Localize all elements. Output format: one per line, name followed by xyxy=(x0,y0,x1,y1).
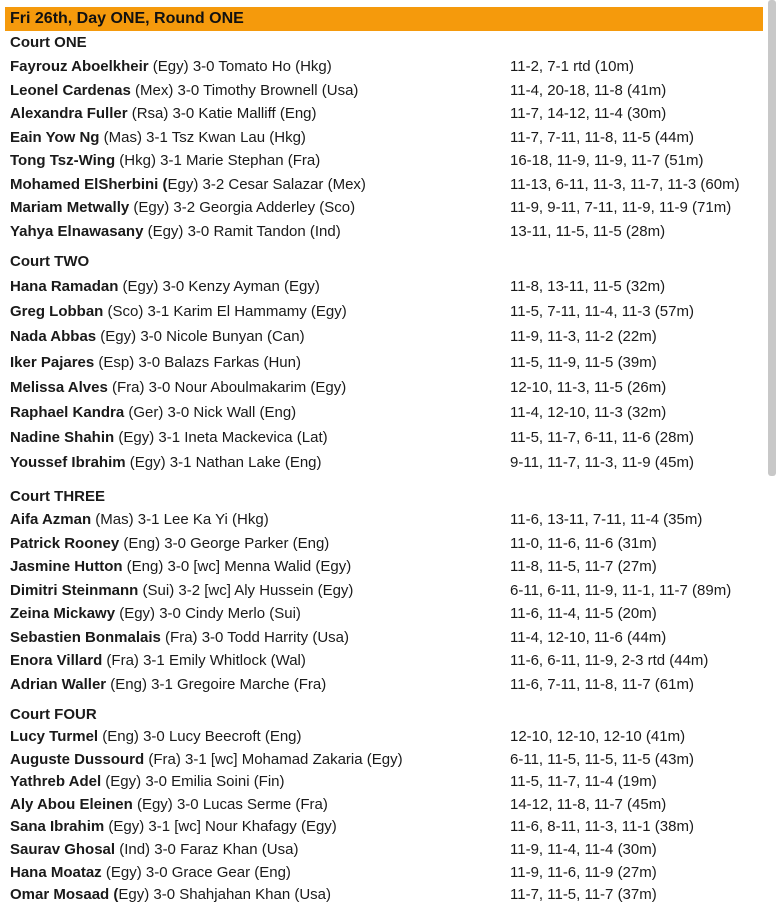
match-score: 11-9, 11-6, 11-9 (27m) xyxy=(510,863,657,881)
court-title: Court ONE xyxy=(10,34,87,51)
match-row xyxy=(10,277,770,297)
match-players xyxy=(10,750,403,770)
match-players xyxy=(10,534,329,554)
match-row xyxy=(10,198,770,218)
match-players xyxy=(10,885,331,905)
match-score: 11-7, 7-11, 11-8, 11-5 (44m) xyxy=(510,128,694,146)
winner-name: Fayrouz Aboelkheir xyxy=(10,58,149,75)
match-detail: (Fra) 3-1 Emily Whitlock (Wal) xyxy=(102,652,306,669)
match-players xyxy=(10,327,305,347)
match-score: 11-2, 7-1 rtd (10m) xyxy=(510,58,634,75)
match-score: 14-12, 11-8, 11-7 (45m) xyxy=(510,795,667,813)
match-score: 11-7, 11-5, 11-7 (37m) xyxy=(510,886,657,904)
match-score: 11-6, 11-4, 11-5 (20m) xyxy=(510,605,657,622)
court-title: Court FOUR xyxy=(10,706,97,723)
match-row xyxy=(10,604,770,624)
match-players xyxy=(10,817,337,837)
match-score: 11-8, 13-11, 11-5 (32m) xyxy=(510,278,666,295)
match-players xyxy=(10,378,346,398)
winner-name: Aifa Azman xyxy=(10,511,92,528)
match-detail: (Egy) 3-0 Lucas Serme (Fra) xyxy=(132,795,328,813)
match-score: 11-4, 12-10, 11-3 (32m) xyxy=(510,404,667,421)
match-detail: (Egy) 3-1 Ineta Mackevica (Lat) xyxy=(114,429,328,447)
match-row xyxy=(10,453,770,473)
match-players xyxy=(10,151,320,171)
winner-name: Hana Ramadan xyxy=(10,278,119,295)
winner-name: Nada Abbas xyxy=(10,328,97,346)
match-detail: (Eng) 3-1 Gregoire Marche (Fra) xyxy=(106,675,327,693)
match-score: 11-9, 11-3, 11-2 (22m) xyxy=(510,328,657,346)
winner-name: Adrian Waller xyxy=(10,675,107,693)
match-players xyxy=(10,453,322,473)
match-detail: (Ger) 3-0 Nick Wall (Eng) xyxy=(124,404,297,421)
winner-name: Mariam Metwally xyxy=(10,199,130,216)
match-players xyxy=(10,557,351,577)
match-players xyxy=(10,57,332,77)
match-players xyxy=(10,175,366,195)
match-row xyxy=(10,840,770,860)
match-row xyxy=(10,772,770,792)
winner-name: Raphael Kandra xyxy=(10,404,125,421)
match-row xyxy=(10,534,770,554)
match-score: 11-8, 11-5, 11-7 (27m) xyxy=(510,558,657,575)
match-detail: (Mex) 3-0 Timothy Brownell (Usa) xyxy=(130,81,359,99)
match-players xyxy=(10,81,358,101)
match-row xyxy=(10,675,770,695)
match-players xyxy=(10,198,355,218)
match-row xyxy=(10,628,770,648)
match-players xyxy=(10,772,285,792)
match-players xyxy=(10,403,296,423)
winner-name: Alexandra Fuller xyxy=(10,105,128,122)
match-players xyxy=(10,628,349,648)
match-players xyxy=(10,222,341,242)
match-row xyxy=(10,885,770,905)
match-detail: (Eng) 3-0 Lucy Beecroft (Eng) xyxy=(98,728,302,745)
match-detail: (Mas) 3-1 Tsz Kwan Lau (Hkg) xyxy=(99,128,306,146)
winner-name: Lucy Turmel xyxy=(10,728,99,745)
match-players xyxy=(10,510,269,530)
match-score: 6-11, 11-5, 11-5, 11-5 (43m) xyxy=(510,750,694,768)
match-score: 11-9, 11-4, 11-4 (30m) xyxy=(510,841,657,858)
match-detail: (Rsa) 3-0 Katie Malliff (Eng) xyxy=(127,105,317,122)
match-players xyxy=(10,675,326,695)
match-detail: (Mas) 3-1 Lee Ka Yi (Hkg) xyxy=(91,511,269,528)
match-row xyxy=(10,651,770,671)
match-row xyxy=(10,222,770,242)
match-players xyxy=(10,302,347,322)
match-score: 12-10, 11-3, 11-5 (26m) xyxy=(510,378,667,396)
match-score: 9-11, 11-7, 11-3, 11-9 (45m) xyxy=(510,454,694,472)
match-score: 11-9, 9-11, 7-11, 11-9, 11-9 (71m) xyxy=(510,199,732,216)
match-players xyxy=(10,581,353,601)
winner-name: Tong Tsz-Wing xyxy=(10,152,116,169)
match-row xyxy=(10,151,770,171)
winner-name: Aly Abou Eleinen xyxy=(10,795,133,813)
court-title: Court TWO xyxy=(10,253,90,270)
match-score: 11-0, 11-6, 11-6 (31m) xyxy=(510,534,657,552)
winner-name: Enora Villard xyxy=(10,652,103,669)
match-players xyxy=(10,840,298,860)
winner-name: Iker Pajares xyxy=(10,353,95,371)
match-score: 11-6, 13-11, 7-11, 11-4 (35m) xyxy=(510,511,703,528)
match-score: 11-13, 6-11, 11-3, 11-7, 11-3 (60m) xyxy=(510,175,740,193)
match-detail: (Egy) 3-0 Nicole Bunyan (Can) xyxy=(96,328,305,346)
match-row xyxy=(10,817,770,837)
match-row xyxy=(10,378,770,398)
match-row xyxy=(10,795,770,815)
match-detail: (Esp) 3-0 Balazs Farkas (Hun) xyxy=(94,353,301,371)
winner-name: Hana Moataz xyxy=(10,863,102,881)
match-row xyxy=(10,175,770,195)
winner-name: Sana Ibrahim xyxy=(10,818,105,836)
match-detail: (Egy) 3-2 Georgia Adderley (Sco) xyxy=(129,199,356,216)
match-detail: (Sco) 3-1 Karim El Hammamy (Egy) xyxy=(103,303,347,321)
match-detail: (Eng) 3-0 [wc] Menna Walid (Egy) xyxy=(122,558,352,575)
match-row xyxy=(10,750,770,770)
match-players xyxy=(10,128,306,148)
match-row xyxy=(10,428,770,448)
match-row xyxy=(10,510,770,530)
match-detail: (Fra) 3-1 [wc] Mohamad Zakaria (Egy) xyxy=(144,750,403,768)
match-detail: (Fra) 3-0 Nour Aboulmakarim (Egy) xyxy=(107,378,347,396)
match-row xyxy=(10,327,770,347)
match-detail: (Hkg) 3-1 Marie Stephan (Fra) xyxy=(115,152,321,169)
match-players xyxy=(10,277,320,297)
match-detail: (Egy) 3-0 Grace Gear (Eng) xyxy=(101,863,291,881)
match-row xyxy=(10,863,770,883)
match-score: 11-5, 11-9, 11-5 (39m) xyxy=(510,353,657,371)
match-players xyxy=(10,604,301,624)
match-score: 13-11, 11-5, 11-5 (28m) xyxy=(510,222,666,240)
match-row xyxy=(10,581,770,601)
match-row xyxy=(10,727,770,747)
match-detail: Egy) 3-0 Shahjahan Khan (Usa) xyxy=(118,886,331,904)
match-score: 11-6, 6-11, 11-9, 2-3 rtd (44m) xyxy=(510,652,709,669)
match-detail: (Egy) 3-0 Cindy Merlo (Sui) xyxy=(115,605,301,622)
winner-name: Saurav Ghosal xyxy=(10,841,116,858)
match-row xyxy=(10,104,770,124)
match-row xyxy=(10,128,770,148)
match-row xyxy=(10,557,770,577)
day-header: Fri 26th, Day ONE, Round ONE xyxy=(5,7,763,31)
match-score: 11-7, 14-12, 11-4 (30m) xyxy=(510,105,667,122)
match-players xyxy=(10,651,306,671)
winner-name: Eain Yow Ng xyxy=(10,128,100,146)
match-detail: (Egy) 3-0 Ramit Tandon (Ind) xyxy=(143,222,341,240)
winner-name: Nadine Shahin xyxy=(10,429,115,447)
match-detail: (Egy) 3-0 Tomato Ho (Hkg) xyxy=(148,58,332,75)
winner-name: Omar Mosaad ( xyxy=(10,886,119,904)
match-detail: (Ind) 3-0 Faraz Khan (Usa) xyxy=(115,841,299,858)
match-score: 11-5, 11-7, 11-4 (19m) xyxy=(510,773,657,791)
match-score: 11-5, 7-11, 11-4, 11-3 (57m) xyxy=(510,303,694,321)
match-detail: Egy) 3-2 Cesar Salazar (Mex) xyxy=(167,175,366,193)
match-detail: (Egy) 3-0 Kenzy Ayman (Egy) xyxy=(118,278,320,295)
winner-name: Zeina Mickawy xyxy=(10,605,116,622)
match-players xyxy=(10,428,328,448)
match-score: 11-5, 11-7, 6-11, 11-6 (28m) xyxy=(510,429,694,447)
winner-name: Jasmine Hutton xyxy=(10,558,123,575)
match-players xyxy=(10,795,328,815)
winner-name: Yathreb Adel xyxy=(10,773,102,791)
match-players xyxy=(10,353,301,373)
match-row xyxy=(10,403,770,423)
match-score: 16-18, 11-9, 11-9, 11-7 (51m) xyxy=(510,152,704,169)
match-score: 11-6, 8-11, 11-3, 11-1 (38m) xyxy=(510,818,694,836)
match-detail: (Eng) 3-0 George Parker (Eng) xyxy=(119,534,330,552)
match-detail: (Sui) 3-2 [wc] Aly Hussein (Egy) xyxy=(138,581,354,599)
match-row xyxy=(10,81,770,101)
winner-name: Sebastien Bonmalais xyxy=(10,628,161,646)
match-score: 11-4, 12-10, 11-6 (44m) xyxy=(510,628,667,646)
match-row xyxy=(10,302,770,322)
court-title: Court THREE xyxy=(10,488,105,505)
match-players xyxy=(10,727,302,747)
winner-name: Leonel Cardenas xyxy=(10,81,131,99)
winner-name: Melissa Alves xyxy=(10,378,108,396)
winner-name: Patrick Rooney xyxy=(10,534,120,552)
match-players xyxy=(10,104,317,124)
winner-name: Dimitri Steinmann xyxy=(10,581,139,599)
match-detail: (Egy) 3-0 Emilia Soini (Fin) xyxy=(101,773,285,791)
winner-name: Mohamed ElSherbini ( xyxy=(10,175,168,193)
match-detail: (Egy) 3-1 Nathan Lake (Eng) xyxy=(125,454,322,472)
winner-name: Greg Lobban xyxy=(10,303,104,321)
match-score: 12-10, 12-10, 12-10 (41m) xyxy=(510,728,686,745)
winner-name: Youssef Ibrahim xyxy=(10,454,126,472)
match-players xyxy=(10,863,291,883)
winner-name: Yahya Elnawasany xyxy=(10,222,144,240)
winner-name: Auguste Dussourd xyxy=(10,750,145,768)
match-row xyxy=(10,353,770,373)
match-detail: (Fra) 3-0 Todd Harrity (Usa) xyxy=(160,628,349,646)
match-row xyxy=(10,57,770,77)
match-score: 11-6, 7-11, 11-8, 11-7 (61m) xyxy=(510,675,694,693)
match-score: 11-4, 20-18, 11-8 (41m) xyxy=(510,81,667,99)
match-score: 6-11, 6-11, 11-9, 11-1, 11-7 (89m) xyxy=(510,581,732,599)
match-detail: (Egy) 3-1 [wc] Nour Khafagy (Egy) xyxy=(104,818,337,836)
